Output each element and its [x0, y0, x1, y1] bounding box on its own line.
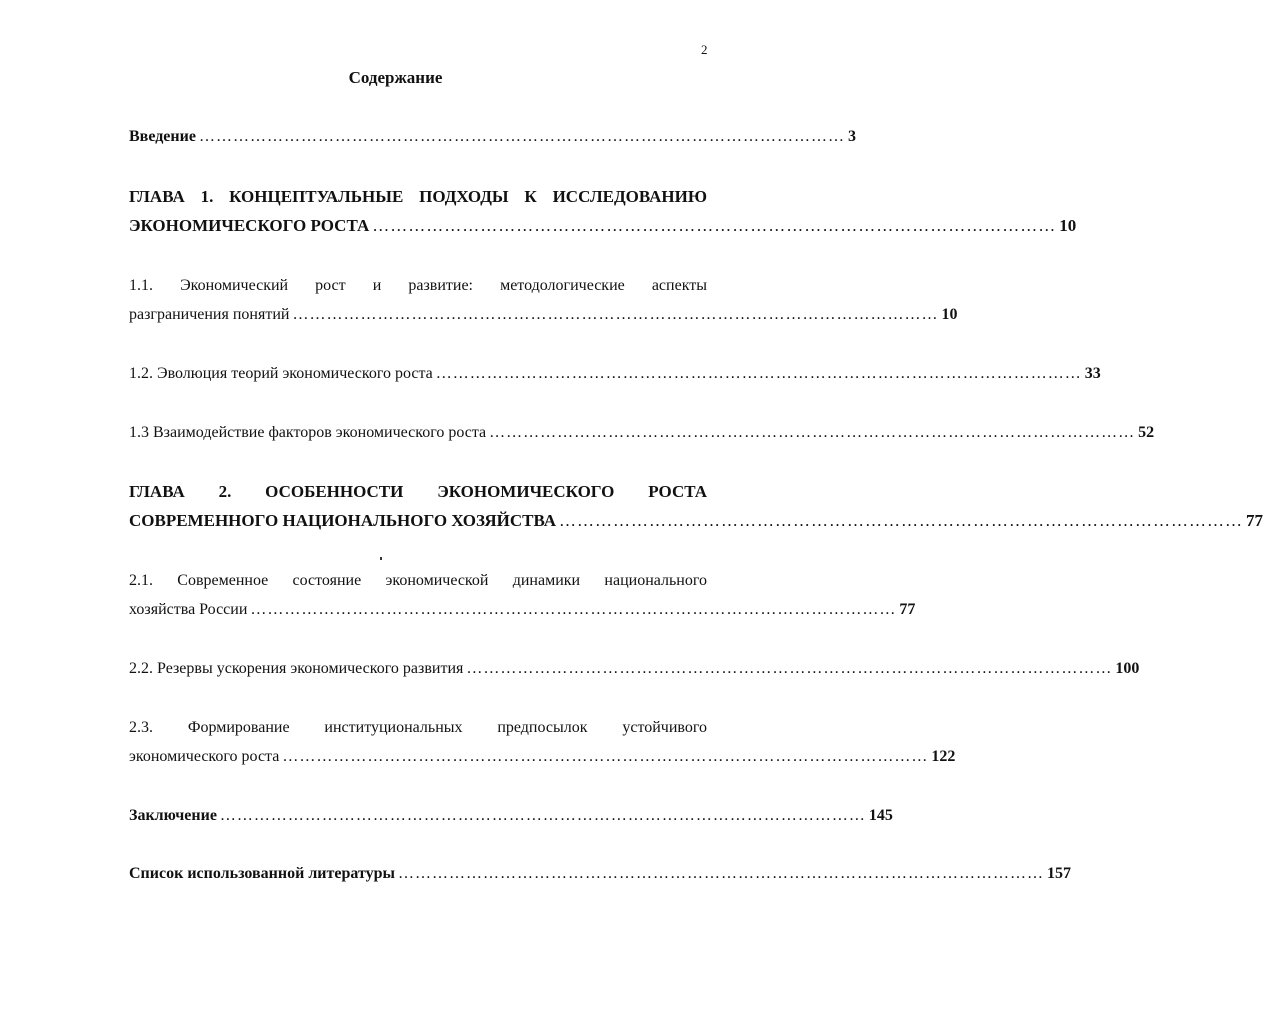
- dot-leader: ……………………………………………………………………………………………………: [435, 365, 1082, 382]
- page-title: Содержание: [348, 68, 443, 87]
- toc-entry-title-line1: 1.1. Экономический рост и развитие: методологические аспекты: [129, 277, 707, 294]
- toc-entry-chapter-2: [129, 477, 1263, 535]
- toc-entry-introduction: [129, 122, 856, 151]
- dot-leader: ……………………………………………………………………………………………………: [292, 306, 939, 323]
- dot-leader: ……………………………………………………………………………………………………: [219, 807, 866, 824]
- toc-entry-title: Введение: [129, 128, 196, 145]
- toc-entry-title-line1: 2.3. Формирование институциональных предпосылок устойчивого: [129, 719, 707, 736]
- dot-leader: ……………………………………………………………………………………………………: [282, 748, 929, 765]
- toc-page-number: 10: [1059, 216, 1077, 235]
- toc-entry-section-1-1: [129, 271, 958, 329]
- toc-page-number: 100: [1115, 660, 1140, 677]
- toc-entry-title-line1: ГЛАВА 1. КОНЦЕПТУАЛЬНЫЕ ПОДХОДЫ К ИССЛЕДОВАНИЮ: [129, 187, 707, 206]
- dot-leader: ……………………………………………………………………………………………………: [559, 511, 1243, 530]
- toc-entry-title-line2: экономического роста: [129, 748, 280, 765]
- toc-entry-title-line2: СОВРЕМЕННОГО НАЦИОНАЛЬНОГО ХОЗЯЙСТВА: [129, 511, 556, 530]
- page-number: 2: [701, 42, 708, 57]
- dot-leader: ……………………………………………………………………………………………………: [250, 601, 897, 618]
- toc-page-number: 145: [868, 807, 893, 824]
- toc-page-number: 122: [931, 748, 956, 765]
- toc-entry-section-2-3: [129, 713, 956, 771]
- dot-leader: ……………………………………………………………………………………………………: [398, 865, 1044, 882]
- toc-entry-chapter-1: [129, 182, 1077, 240]
- toc-entry-title: Заключение: [129, 807, 217, 824]
- toc-entry-title-line2: ЭКОНОМИЧЕСКОГО РОСТА: [129, 216, 370, 235]
- toc-page-number: 33: [1084, 365, 1101, 382]
- toc-entry-conclusion: [129, 801, 893, 830]
- dot-leader: ……………………………………………………………………………………………………: [466, 660, 1113, 677]
- toc-page-number: 77: [1246, 511, 1263, 530]
- scan-speck: [380, 557, 382, 560]
- toc-page-number: 77: [899, 601, 916, 618]
- toc-entry-title: 2.2. Резервы ускорения экономического развития: [129, 660, 464, 677]
- toc-entry-title: 1.2. Эволюция теорий экономического роста: [129, 365, 433, 382]
- toc-entry-section-2-1: [129, 566, 916, 624]
- toc-entry-title: 1.3 Взаимодействие факторов экономического роста: [129, 424, 487, 441]
- toc-page-number: 3: [847, 128, 856, 145]
- toc-entry-title-line2: разграничения понятий: [129, 306, 290, 323]
- toc-entry-title-line1: ГЛАВА 2. ОСОБЕННОСТИ ЭКОНОМИЧЕСКОГО РОСТА: [129, 482, 707, 501]
- toc-entry-title: Список использованной литературы: [129, 865, 395, 882]
- toc-page-number: 52: [1138, 424, 1155, 441]
- toc-entry-references: [129, 859, 1071, 888]
- toc-entry-section-1-3: [129, 418, 1155, 447]
- toc-entry-title-line2: хозяйства России: [129, 601, 248, 618]
- dot-leader: ……………………………………………………………………………………………………: [198, 128, 845, 145]
- dot-leader: ……………………………………………………………………………………………………: [372, 216, 1057, 235]
- dot-leader: ……………………………………………………………………………………………………: [489, 424, 1136, 441]
- toc-page-number: 10: [941, 306, 958, 323]
- toc-entry-title-line1: 2.1. Современное состояние экономической динамики национального: [129, 572, 707, 589]
- toc-entry-section-1-2: [129, 359, 1101, 388]
- toc-entry-section-2-2: [129, 654, 1140, 683]
- toc-page-number: 157: [1047, 865, 1071, 882]
